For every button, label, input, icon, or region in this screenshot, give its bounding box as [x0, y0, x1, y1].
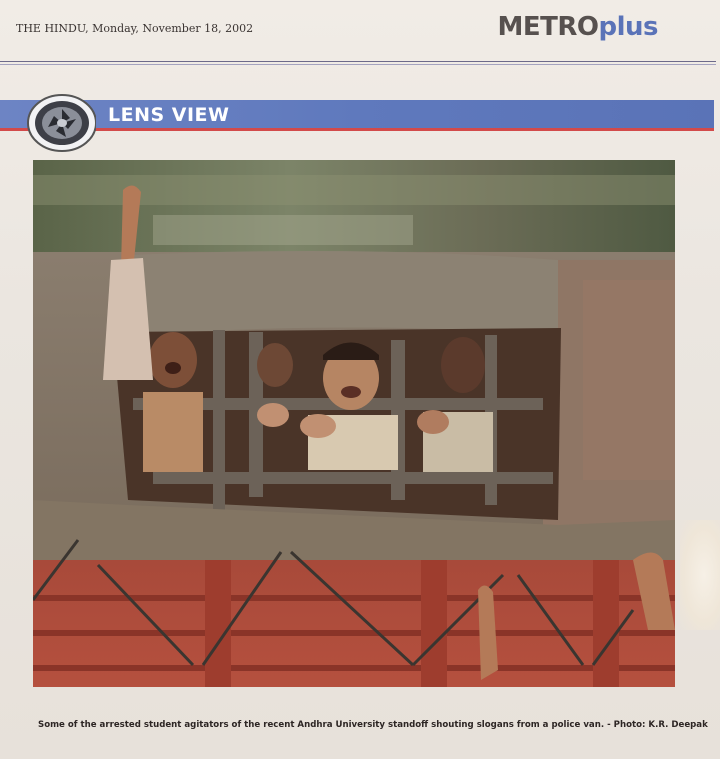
brand-plus: plus [598, 12, 658, 42]
section-title: LENS VIEW [108, 104, 230, 126]
camera-lens-icon [26, 94, 96, 152]
paper-stain [680, 520, 720, 630]
date-line: THE HINDU, Monday, November 18, 2002 [16, 22, 254, 35]
masthead [10, 12, 710, 48]
metroplus-logo [497, 12, 658, 42]
photo-caption: Some of the arrested student agitators of the recent Andhra University standoff shouting slogans from a police van. - Photo: K.R. Deepak [38, 720, 708, 730]
section-bar-underline [0, 128, 714, 131]
brand-metro: METRO [497, 12, 599, 42]
header-rule [0, 61, 716, 62]
news-photo [33, 160, 675, 687]
header-rule-secondary [0, 64, 716, 65]
